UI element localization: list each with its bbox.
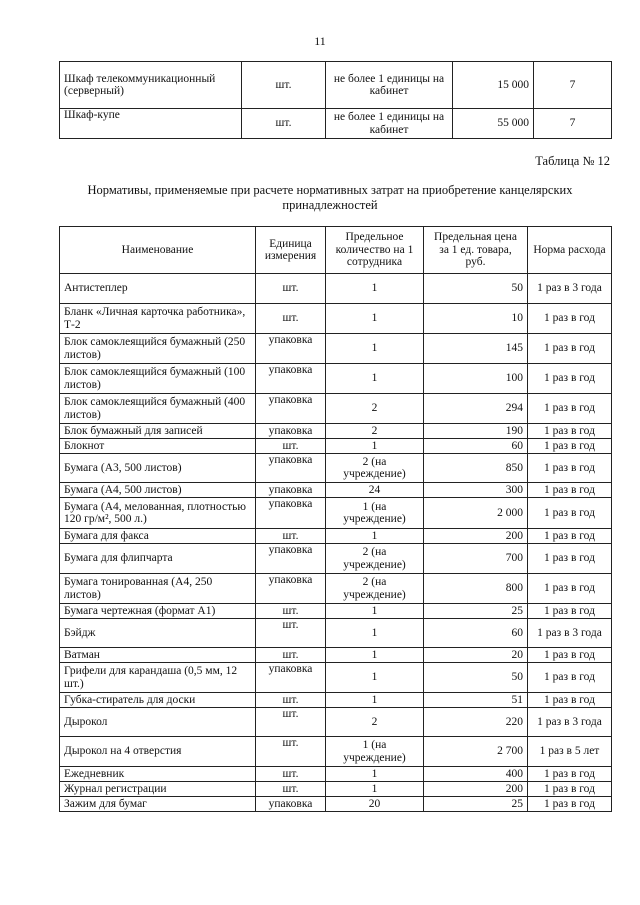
cell-qty: 1: [326, 767, 424, 782]
cell-unit: шт.: [256, 693, 326, 708]
cell-price: 145: [424, 334, 528, 364]
cell-price: 15 000: [453, 62, 534, 109]
cell-unit: упаковка: [256, 454, 326, 483]
cell-norm: 1 раз в год: [528, 574, 612, 604]
cell-name: Дырокол: [60, 708, 256, 737]
cell-qty: 2 (на учреждение): [326, 454, 424, 483]
cell-name: Ежедневник: [60, 767, 256, 782]
cell-price: 51: [424, 693, 528, 708]
cell-name: Бумага (А3, 500 листов): [60, 454, 256, 483]
top-table: [59, 61, 612, 139]
cell-name: Бумага (А4, мелованная, плотностью 120 гр/м², 500 л.): [60, 498, 256, 529]
table-row: [60, 62, 612, 109]
cell-price: 20: [424, 648, 528, 663]
cell-name: Блок самоклеящийся бумажный (250 листов): [60, 334, 256, 364]
cell-qty: 2: [326, 708, 424, 737]
cell-norm: 1 раз в 3 года: [528, 274, 612, 304]
table-row: [60, 109, 612, 139]
cell-unit: шт.: [256, 782, 326, 797]
cell-norm: 1 раз в год: [528, 334, 612, 364]
cell-qty: 2: [326, 424, 424, 439]
table-row: [60, 574, 612, 604]
table-row: [60, 708, 612, 737]
cell-norm: 1 раз в год: [528, 544, 612, 574]
table-row: [60, 304, 612, 334]
cell-qty: 2 (на учреждение): [326, 544, 424, 574]
cell-unit: шт.: [242, 62, 326, 109]
cell-name: Бумага для флипчарта: [60, 544, 256, 574]
cell-qty: 1 (на учреждение): [326, 737, 424, 767]
table-row: [60, 648, 612, 663]
cell-norm: 1 раз в год: [528, 498, 612, 529]
cell-unit: упаковка: [256, 394, 326, 424]
cell-name: Шкаф телекоммуникационный (серверный): [60, 62, 242, 109]
cell-qty: 24: [326, 483, 424, 498]
cell-unit: шт.: [242, 109, 326, 139]
cell-unit: упаковка: [256, 424, 326, 439]
cell-price: 60: [424, 439, 528, 454]
cell-price: 800: [424, 574, 528, 604]
cell-price: 25: [424, 797, 528, 812]
cell-qty: 2 (на учреждение): [326, 574, 424, 604]
cell-unit: упаковка: [256, 663, 326, 693]
cell-price: 50: [424, 274, 528, 304]
cell-price: 2 700: [424, 737, 528, 767]
cell-norm: 1 раз в год: [528, 483, 612, 498]
cell-qty: 1: [326, 304, 424, 334]
cell-unit: упаковка: [256, 364, 326, 394]
cell-name: Блок бумажный для записей: [60, 424, 256, 439]
cell-unit: шт.: [256, 439, 326, 454]
table-row: [60, 544, 612, 574]
cell-unit: шт.: [256, 304, 326, 334]
cell-qty: 20: [326, 797, 424, 812]
cell-qty: 1: [326, 663, 424, 693]
cell-qty: 1: [326, 439, 424, 454]
table-row: [60, 663, 612, 693]
cell-unit: упаковка: [256, 334, 326, 364]
table-row: [60, 693, 612, 708]
cell-qty: 2: [326, 394, 424, 424]
table-number: Таблица № 12: [535, 154, 610, 168]
cell-price: 25: [424, 604, 528, 619]
cell-name: Антистеплер: [60, 274, 256, 304]
cell-qty: не более 1 единицы на кабинет: [326, 109, 453, 139]
cell-unit: упаковка: [256, 574, 326, 604]
cell-name: Зажим для бумаг: [60, 797, 256, 812]
table-row: [60, 498, 612, 529]
page-number: 11: [314, 34, 326, 48]
cell-norm: 1 раз в год: [528, 797, 612, 812]
cell-name: Бумага чертежная (формат А1): [60, 604, 256, 619]
table-row: [60, 797, 612, 812]
table-row: [60, 454, 612, 483]
table-row: [60, 529, 612, 544]
cell-unit: упаковка: [256, 544, 326, 574]
cell-unit: шт.: [256, 529, 326, 544]
cell-qty: 1: [326, 782, 424, 797]
cell-price: 2 000: [424, 498, 528, 529]
cell-price: 55 000: [453, 109, 534, 139]
cell-unit: упаковка: [256, 483, 326, 498]
cell-name: Ватман: [60, 648, 256, 663]
cell-norm: 1 раз в год: [528, 424, 612, 439]
cell-norm: 1 раз в год: [528, 304, 612, 334]
cell-qty: 1: [326, 604, 424, 619]
cell-price: 300: [424, 483, 528, 498]
cell-unit: упаковка: [256, 797, 326, 812]
cell-norm: 1 раз в 3 года: [528, 708, 612, 737]
cell-norm: 1 раз в год: [528, 767, 612, 782]
header-unit: Единица измерения: [256, 227, 326, 274]
cell-name: Блок самоклеящийся бумажный (400 листов): [60, 394, 256, 424]
cell-price: 200: [424, 782, 528, 797]
cell-price: 220: [424, 708, 528, 737]
table-row: [60, 604, 612, 619]
cell-unit: шт.: [256, 767, 326, 782]
cell-unit: шт.: [256, 708, 326, 737]
cell-unit: шт.: [256, 274, 326, 304]
cell-norm: 1 раз в год: [528, 604, 612, 619]
cell-qty: 1 (на учреждение): [326, 498, 424, 529]
cell-qty: 1: [326, 619, 424, 648]
cell-unit: шт.: [256, 619, 326, 648]
table-row: [60, 334, 612, 364]
cell-price: 50: [424, 663, 528, 693]
cell-norm: 1 раз в год: [528, 394, 612, 424]
header-name: Наименование: [60, 227, 256, 274]
table-row: [60, 767, 612, 782]
cell-norm: 1 раз в 3 года: [528, 619, 612, 648]
cell-qty: 1: [326, 693, 424, 708]
cell-norm: 1 раз в год: [528, 364, 612, 394]
cell-price: 294: [424, 394, 528, 424]
cell-norm: 1 раз в 5 лет: [528, 737, 612, 767]
cell-norm: 1 раз в год: [528, 782, 612, 797]
cell-qty: 1: [326, 529, 424, 544]
cell-unit: упаковка: [256, 498, 326, 529]
cell-name: Губка-стиратель для доски: [60, 693, 256, 708]
table-row: [60, 483, 612, 498]
cell-name: Бумага (А4, 500 листов): [60, 483, 256, 498]
cell-term: 7: [534, 109, 612, 139]
cell-price: 60: [424, 619, 528, 648]
cell-norm: 1 раз в год: [528, 439, 612, 454]
cell-unit: шт.: [256, 604, 326, 619]
cell-name: Блокнот: [60, 439, 256, 454]
header-norm: Норма расхода: [528, 227, 612, 274]
table-row: [60, 782, 612, 797]
table-row: [60, 274, 612, 304]
cell-qty: 1: [326, 364, 424, 394]
cell-qty: 1: [326, 648, 424, 663]
main-table: [59, 226, 612, 812]
cell-term: 7: [534, 62, 612, 109]
table-row: [60, 424, 612, 439]
cell-name: Дырокол на 4 отверстия: [60, 737, 256, 767]
cell-name: Бэйдж: [60, 619, 256, 648]
cell-name: Шкаф-купе: [60, 109, 242, 139]
cell-norm: 1 раз в год: [528, 648, 612, 663]
table-row: [60, 439, 612, 454]
cell-price: 190: [424, 424, 528, 439]
table-row: [60, 737, 612, 767]
cell-price: 700: [424, 544, 528, 574]
cell-price: 100: [424, 364, 528, 394]
cell-price: 400: [424, 767, 528, 782]
cell-name: Бланк «Личная карточка работника», Т-2: [60, 304, 256, 334]
cell-price: 10: [424, 304, 528, 334]
cell-norm: 1 раз в год: [528, 693, 612, 708]
cell-qty: 1: [326, 334, 424, 364]
cell-name: Блок самоклеящийся бумажный (100 листов): [60, 364, 256, 394]
header-price: Предельная цена за 1 ед. товара, руб.: [424, 227, 528, 274]
cell-name: Бумага тонированная (А4, 250 листов): [60, 574, 256, 604]
cell-price: 200: [424, 529, 528, 544]
cell-name: Журнал регистрации: [60, 782, 256, 797]
table-row: [60, 364, 612, 394]
cell-qty: 1: [326, 274, 424, 304]
header-qty: Предельное количество на 1 сотрудника: [326, 227, 424, 274]
cell-norm: 1 раз в год: [528, 529, 612, 544]
cell-norm: 1 раз в год: [528, 663, 612, 693]
cell-name: Грифели для карандаша (0,5 мм, 12 шт.): [60, 663, 256, 693]
cell-norm: 1 раз в год: [528, 454, 612, 483]
table-row: [60, 394, 612, 424]
cell-unit: шт.: [256, 648, 326, 663]
cell-name: Бумага для факса: [60, 529, 256, 544]
cell-price: 850: [424, 454, 528, 483]
cell-unit: шт.: [256, 737, 326, 767]
cell-qty: не более 1 единицы на кабинет: [326, 62, 453, 109]
table-title: Нормативы, применяемые при расчете нормативных затрат на приобретение канцелярских принадлежностей: [87, 183, 573, 212]
table-header-row: [60, 227, 612, 274]
table-row: [60, 619, 612, 648]
